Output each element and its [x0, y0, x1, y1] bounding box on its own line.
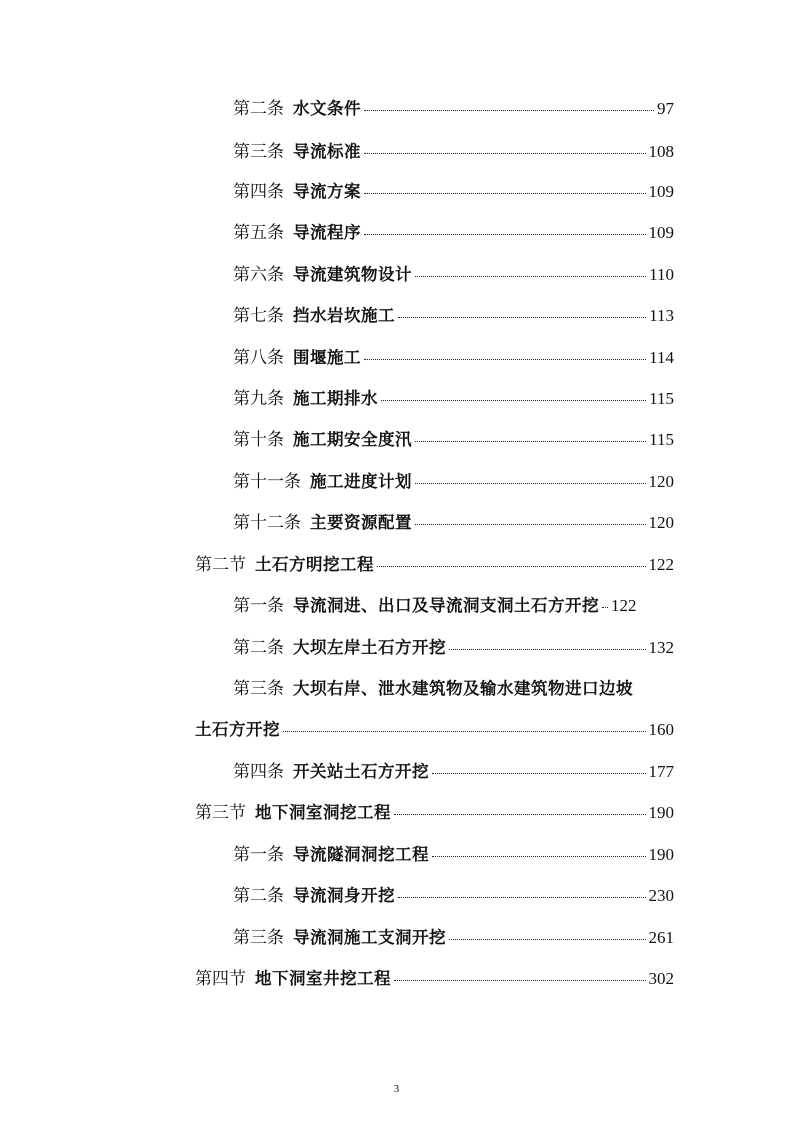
toc-entry-title: 导流程序: [293, 223, 361, 242]
toc-dot-leader: [381, 400, 646, 401]
toc-entry[interactable]: [233, 636, 674, 660]
toc-entry-title: 开关站土石方开挖: [293, 762, 429, 781]
toc-entry-number: 第五条: [233, 223, 284, 242]
toc-entry-page: 120: [648, 513, 674, 532]
toc-entry-number: 第九条: [233, 389, 284, 408]
toc-entry[interactable]: [233, 180, 674, 204]
toc-entry-number: 第三条: [233, 142, 284, 161]
toc-entry-number: 第二节: [195, 555, 246, 574]
toc-entry-title: 主要资源配置: [310, 513, 412, 532]
toc-entry-title: 导流洞施工支洞开挖: [293, 928, 446, 947]
toc-dot-leader: [432, 773, 646, 774]
toc-entry[interactable]: [233, 428, 674, 452]
toc-entry-number: 第八条: [233, 348, 284, 367]
page-number: 3: [393, 1083, 400, 1095]
toc-entry-page: 108: [648, 142, 674, 161]
toc-dot-leader: [449, 649, 646, 650]
toc-dot-leader: [602, 607, 608, 608]
toc-entry-number: 第一条: [233, 845, 284, 864]
toc-dot-leader: [364, 153, 646, 154]
toc-entry-page: 160: [648, 720, 674, 739]
toc-entry-page: 114: [649, 348, 674, 367]
toc-entry-number: 第七条: [233, 306, 284, 325]
toc-entry-title: 地下洞室洞挖工程: [255, 803, 391, 822]
toc-entry-page: 115: [649, 430, 674, 449]
toc-entry-title: 大坝左岸土石方开挖: [293, 638, 446, 657]
toc-entry-title: 导流洞进、出口及导流洞支洞土石方开挖: [293, 596, 599, 615]
toc-entry-title: 施工期安全度汛: [293, 430, 412, 449]
toc-dot-leader: [432, 856, 646, 857]
toc-entry[interactable]: [233, 346, 674, 370]
toc-dot-leader: [394, 980, 646, 981]
toc-dot-leader: [377, 566, 646, 567]
toc-entry[interactable]: [233, 594, 674, 618]
toc-entry-title: 挡水岩坎施工: [293, 306, 395, 325]
toc-entry[interactable]: [233, 263, 674, 287]
toc-entry-page: 97: [657, 99, 674, 118]
toc-entry[interactable]: [233, 97, 674, 121]
toc-dot-leader: [415, 276, 646, 277]
toc-dot-leader: [283, 731, 646, 732]
toc-entry-page: 110: [649, 265, 674, 284]
toc-entry-title: 导流建筑物设计: [293, 265, 412, 284]
toc-entry-title: 导流隧洞洞挖工程: [293, 845, 429, 864]
toc-entry-title: 大坝右岸、泄水建筑物及输水建筑物进口边坡: [293, 679, 633, 698]
toc-entry[interactable]: [233, 760, 674, 784]
toc-section-entry[interactable]: [195, 553, 674, 577]
toc-entry-title: 导流方案: [293, 182, 361, 201]
toc-entry[interactable]: [233, 843, 674, 867]
toc-entry-title: 施工期排水: [293, 389, 378, 408]
toc-entry-number: 第三条: [233, 679, 284, 698]
toc-dot-leader: [449, 939, 646, 940]
toc-entry-title: 土石方明挖工程: [255, 555, 374, 574]
toc-section-entry[interactable]: [195, 967, 674, 991]
toc-entry[interactable]: [233, 470, 674, 494]
toc-entry-title: 地下洞室井挖工程: [255, 969, 391, 988]
toc-dot-leader: [364, 110, 654, 111]
toc-dot-leader: [394, 814, 646, 815]
toc-dot-leader: [398, 317, 646, 318]
toc-entry-number: 第六条: [233, 265, 284, 284]
toc-dot-leader: [415, 524, 646, 525]
toc-entry[interactable]: [233, 221, 674, 245]
toc-dot-leader: [415, 441, 646, 442]
toc-entry[interactable]: [233, 926, 674, 950]
toc-entry-title: 水文条件: [293, 99, 361, 118]
toc-entry-number: 第四节: [195, 969, 246, 988]
toc-entry-title: 施工进度计划: [310, 472, 412, 491]
toc-entry-number: 第三条: [233, 928, 284, 947]
toc-entry-page: 190: [648, 803, 674, 822]
toc-entry[interactable]: [233, 511, 674, 535]
toc-entry[interactable]: [233, 140, 674, 164]
toc-entry-number: 第三节: [195, 803, 246, 822]
toc-entry-page: 120: [648, 472, 674, 491]
toc-entry-page: 122: [611, 596, 637, 615]
toc-dot-leader: [364, 359, 646, 360]
toc-entry-page: 109: [648, 223, 674, 242]
toc-entry-page: 109: [648, 182, 674, 201]
toc-entry-page: 230: [648, 886, 674, 905]
toc-entry-number: 第十二条: [233, 513, 301, 532]
toc-entry[interactable]: [233, 387, 674, 411]
toc-entry-title: 导流标准: [293, 142, 361, 161]
toc-entry-number: 第十条: [233, 430, 284, 449]
toc-dot-leader: [398, 897, 646, 898]
toc-entry-page: 177: [648, 762, 674, 781]
toc-entry-number: 第二条: [233, 99, 284, 118]
toc-entry[interactable]: [233, 884, 674, 908]
toc-entry[interactable]: [233, 304, 674, 328]
toc-entry-title: 导流洞身开挖: [293, 886, 395, 905]
toc-entry-title-continued: 土石方开挖: [195, 720, 280, 739]
toc-entry-number: 第二条: [233, 886, 284, 905]
toc-entry-number: 第四条: [233, 762, 284, 781]
toc-entry-page: 122: [648, 555, 674, 574]
toc-entry-page: 190: [648, 845, 674, 864]
toc-dot-leader: [364, 193, 646, 194]
toc-entry-title: 围堰施工: [293, 348, 361, 367]
toc-dot-leader: [415, 483, 646, 484]
toc-dot-leader: [364, 234, 646, 235]
toc-entry-number: 第十一条: [233, 472, 301, 491]
toc-section-entry[interactable]: [195, 801, 674, 825]
toc-entry[interactable]: [233, 677, 674, 701]
toc-entry-page: 261: [648, 928, 674, 947]
toc-entry-page: 132: [648, 638, 674, 657]
toc-entry-page: 115: [649, 389, 674, 408]
toc-entry-page: 302: [648, 969, 674, 988]
toc-entry-continuation[interactable]: [195, 718, 674, 742]
toc-entry-number: 第二条: [233, 638, 284, 657]
toc-entry-number: 第四条: [233, 182, 284, 201]
toc-entry-page: 113: [649, 306, 674, 325]
toc-entry-number: 第一条: [233, 596, 284, 615]
